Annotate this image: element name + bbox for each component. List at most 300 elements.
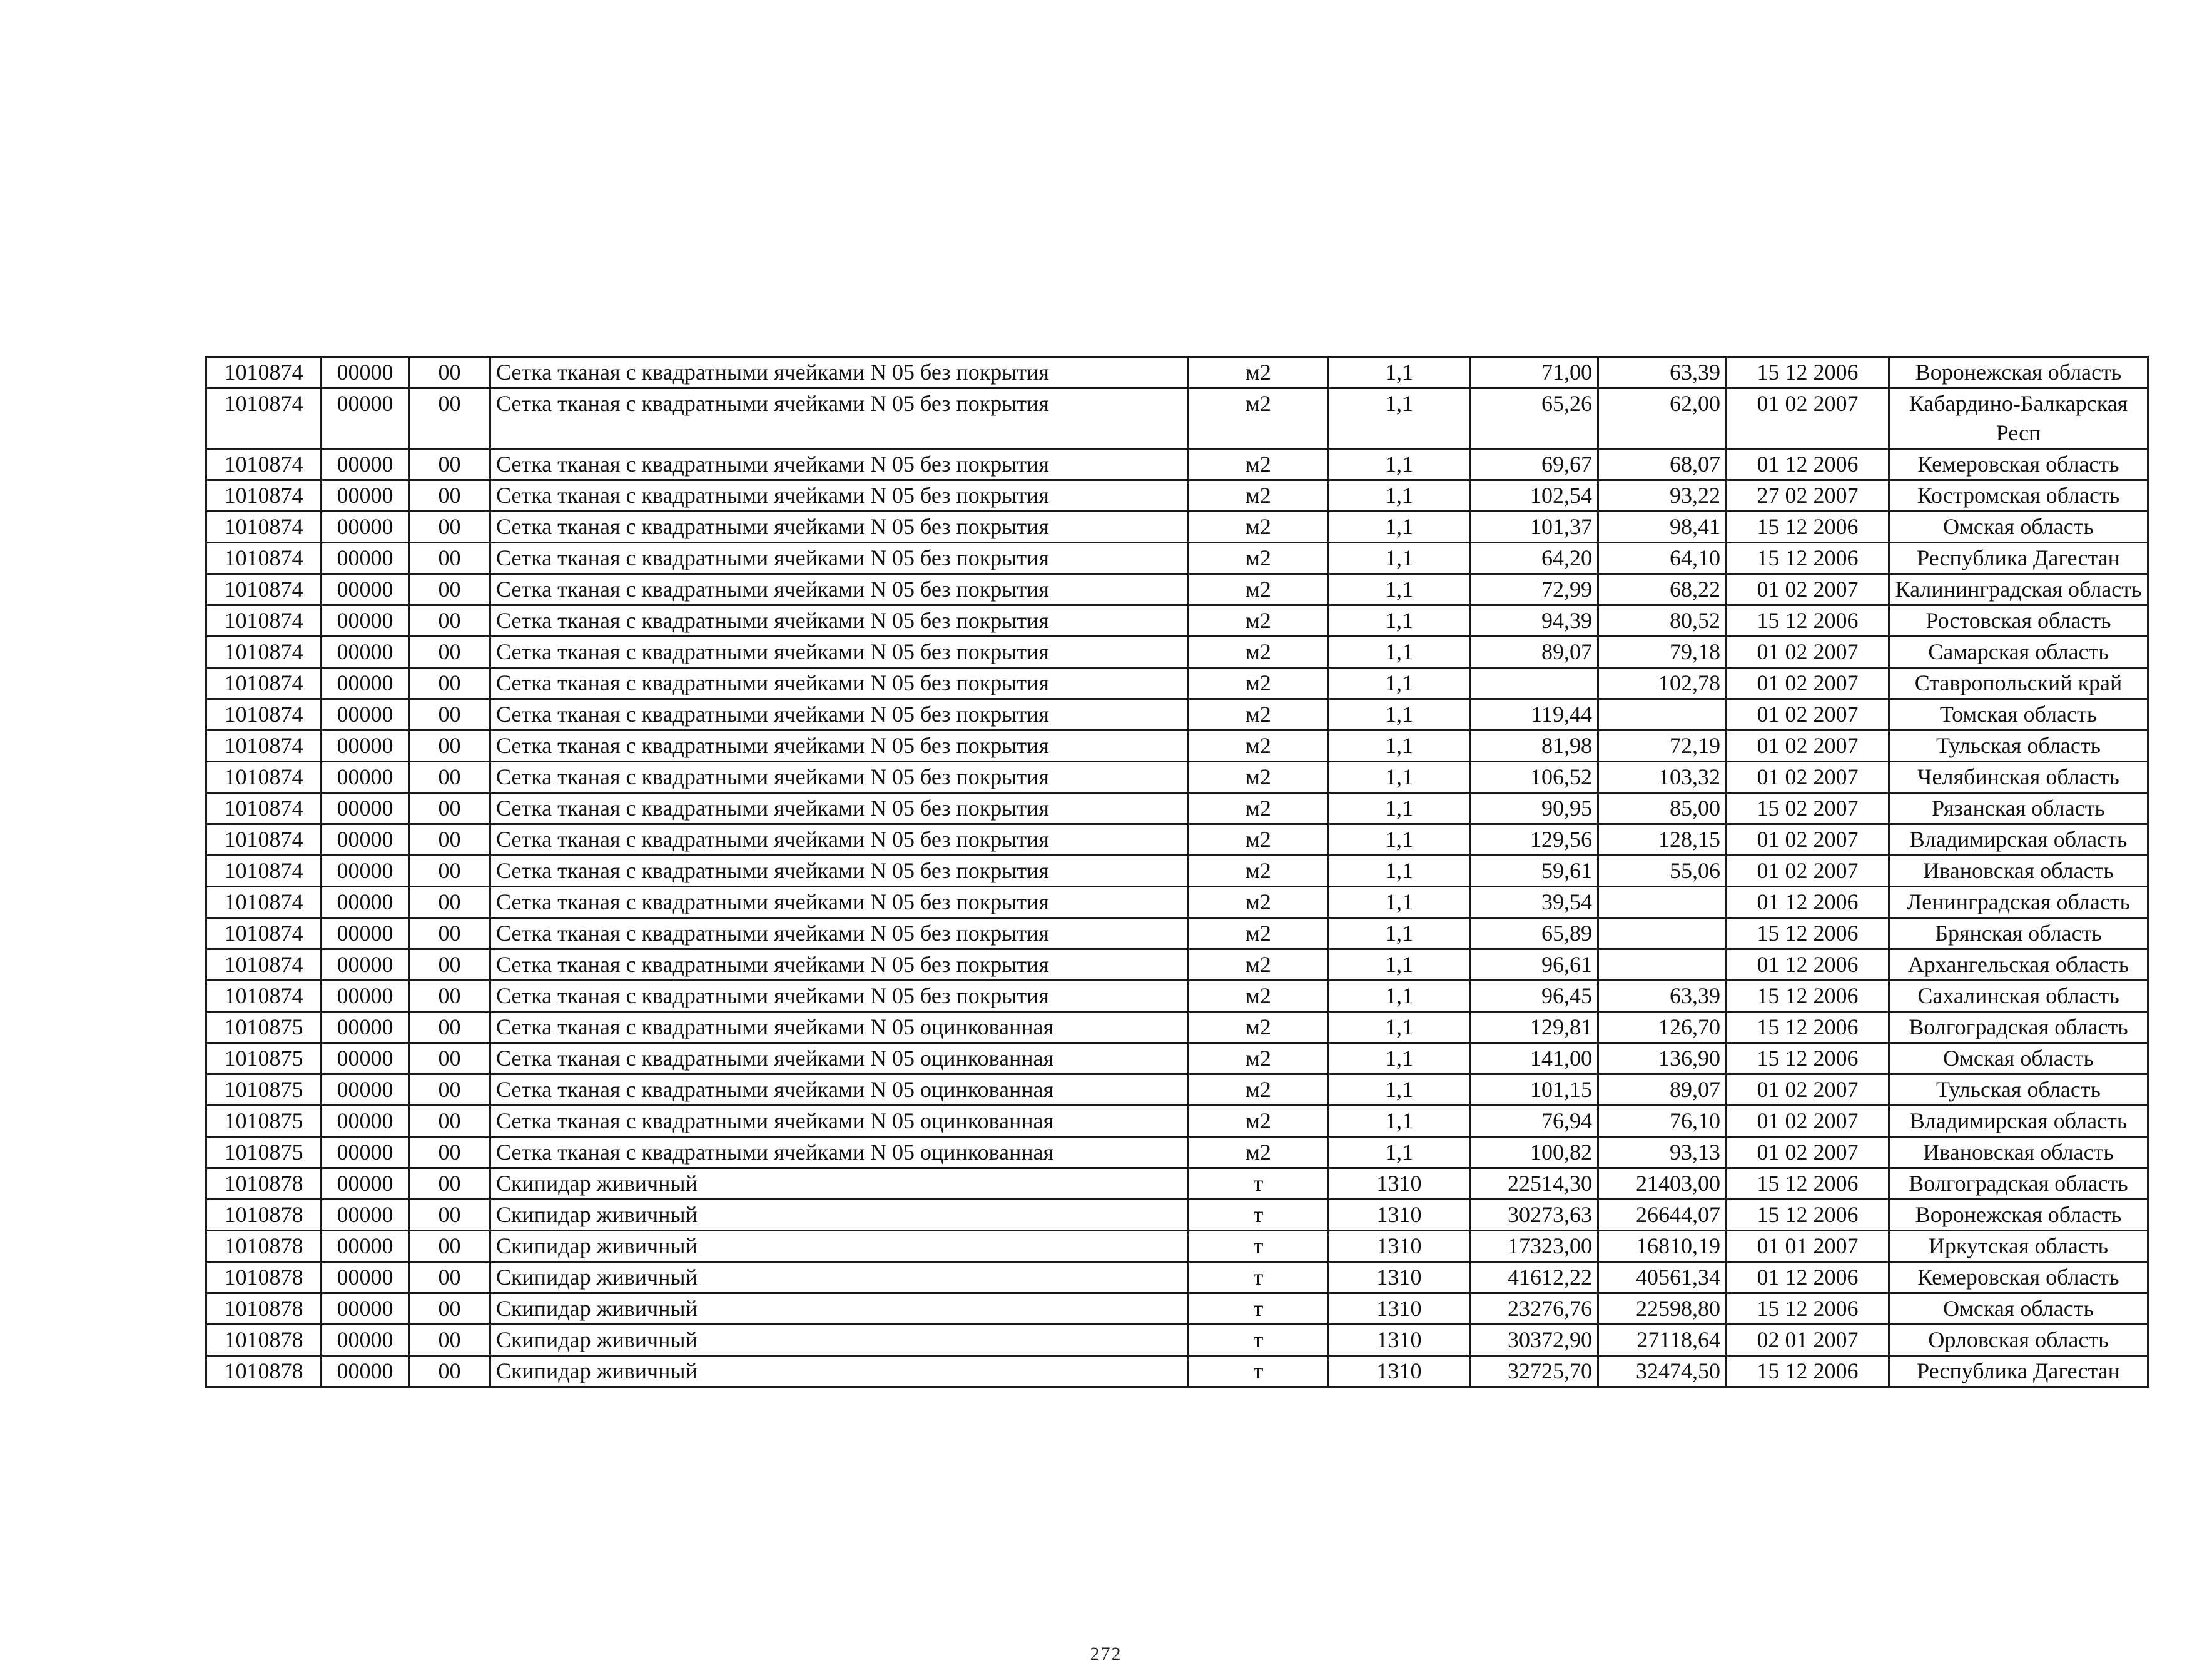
subcode-cell: 00000 (322, 1231, 409, 1262)
suffix-cell: 00 (409, 1012, 490, 1043)
coefficient-cell: 1,1 (1329, 668, 1470, 699)
region-cell: Владимирская область (1889, 824, 2148, 856)
subcode-cell: 00000 (322, 1137, 409, 1168)
price-alt-cell: 93,13 (1598, 1137, 1727, 1168)
coefficient-cell: 1,1 (1329, 357, 1470, 388)
code-cell: 1010874 (206, 637, 322, 668)
suffix-cell: 00 (409, 762, 490, 793)
region-cell: Волгоградская область (1889, 1168, 2148, 1200)
date-cell: 15 12 2006 (1727, 981, 1889, 1012)
date-cell: 01 02 2007 (1727, 574, 1889, 605)
code-cell: 1010874 (206, 449, 322, 480)
unit-cell: м2 (1189, 887, 1329, 918)
suffix-cell: 00 (409, 856, 490, 887)
date-cell: 01 02 2007 (1727, 668, 1889, 699)
unit-cell: м2 (1189, 1106, 1329, 1137)
coefficient-cell: 1,1 (1329, 1074, 1470, 1106)
subcode-cell: 00000 (322, 1325, 409, 1356)
table-row (206, 949, 2148, 981)
region-cell: Владимирская область (1889, 1106, 2148, 1137)
unit-cell: т (1189, 1231, 1329, 1262)
code-cell: 1010874 (206, 824, 322, 856)
price-alt-cell: 102,78 (1598, 668, 1727, 699)
region-cell: Воронежская область (1889, 1200, 2148, 1231)
code-cell: 1010874 (206, 856, 322, 887)
unit-cell: м2 (1189, 543, 1329, 574)
unit-cell: м2 (1189, 793, 1329, 824)
suffix-cell: 00 (409, 449, 490, 480)
coefficient-cell: 1,1 (1329, 699, 1470, 730)
date-cell: 01 12 2006 (1727, 1262, 1889, 1293)
price-cell: 65,26 (1470, 388, 1598, 449)
code-cell: 1010875 (206, 1043, 322, 1074)
price-cell: 69,67 (1470, 449, 1598, 480)
coefficient-cell: 1,1 (1329, 1137, 1470, 1168)
price-alt-cell: 27118,64 (1598, 1325, 1727, 1356)
coefficient-cell: 1,1 (1329, 949, 1470, 981)
unit-cell: м2 (1189, 762, 1329, 793)
date-cell: 02 01 2007 (1727, 1325, 1889, 1356)
date-cell: 01 02 2007 (1727, 388, 1889, 449)
price-cell: 76,94 (1470, 1106, 1598, 1137)
date-cell: 15 12 2006 (1727, 918, 1889, 949)
material-name-cell: Сетка тканая с квадратными ячейками N 05 без покрытия (490, 887, 1189, 918)
unit-cell: т (1189, 1293, 1329, 1325)
subcode-cell: 00000 (322, 449, 409, 480)
material-name-cell: Сетка тканая с квадратными ячейками N 05 без покрытия (490, 449, 1189, 480)
price-alt-cell (1598, 887, 1727, 918)
table-row (206, 637, 2148, 668)
material-name-cell: Сетка тканая с квадратными ячейками N 05 оцинкованная (490, 1043, 1189, 1074)
suffix-cell: 00 (409, 1043, 490, 1074)
region-cell: Омская область (1889, 1293, 2148, 1325)
table-row (206, 981, 2148, 1012)
subcode-cell: 00000 (322, 1262, 409, 1293)
suffix-cell: 00 (409, 1200, 490, 1231)
date-cell: 15 12 2006 (1727, 357, 1889, 388)
price-alt-cell: 76,10 (1598, 1106, 1727, 1137)
material-name-cell: Сетка тканая с квадратными ячейками N 05 оцинкованная (490, 1106, 1189, 1137)
unit-cell: м2 (1189, 856, 1329, 887)
table-row (206, 1168, 2148, 1200)
code-cell: 1010878 (206, 1293, 322, 1325)
unit-cell: т (1189, 1262, 1329, 1293)
suffix-cell: 00 (409, 1356, 490, 1387)
suffix-cell: 00 (409, 1262, 490, 1293)
coefficient-cell: 1,1 (1329, 512, 1470, 543)
price-cell: 96,45 (1470, 981, 1598, 1012)
table-row (206, 1200, 2148, 1231)
table-row (206, 1106, 2148, 1137)
subcode-cell: 00000 (322, 1074, 409, 1106)
suffix-cell: 00 (409, 1168, 490, 1200)
price-alt-cell: 68,22 (1598, 574, 1727, 605)
table-row (206, 449, 2148, 480)
suffix-cell: 00 (409, 1137, 490, 1168)
code-cell: 1010878 (206, 1231, 322, 1262)
table-row (206, 730, 2148, 762)
price-cell: 64,20 (1470, 543, 1598, 574)
date-cell: 01 02 2007 (1727, 699, 1889, 730)
date-cell: 01 01 2007 (1727, 1231, 1889, 1262)
price-cell: 119,44 (1470, 699, 1598, 730)
coefficient-cell: 1,1 (1329, 1012, 1470, 1043)
price-cell: 17323,00 (1470, 1231, 1598, 1262)
price-cell: 129,56 (1470, 824, 1598, 856)
suffix-cell: 00 (409, 668, 490, 699)
material-name-cell: Сетка тканая с квадратными ячейками N 05 без покрытия (490, 574, 1189, 605)
subcode-cell: 00000 (322, 762, 409, 793)
suffix-cell: 00 (409, 887, 490, 918)
suffix-cell: 00 (409, 1074, 490, 1106)
price-alt-cell: 98,41 (1598, 512, 1727, 543)
unit-cell: м2 (1189, 357, 1329, 388)
price-cell: 32725,70 (1470, 1356, 1598, 1387)
region-cell: Челябинская область (1889, 762, 2148, 793)
region-cell: Иркутская область (1889, 1231, 2148, 1262)
price-cell: 90,95 (1470, 793, 1598, 824)
region-cell: Республика Дагестан (1889, 1356, 2148, 1387)
code-cell: 1010874 (206, 730, 322, 762)
coefficient-cell: 1,1 (1329, 918, 1470, 949)
region-cell: Самарская область (1889, 637, 2148, 668)
material-name-cell: Сетка тканая с квадратными ячейками N 05 без покрытия (490, 793, 1189, 824)
region-cell: Ивановская область (1889, 1137, 2148, 1168)
date-cell: 01 02 2007 (1727, 730, 1889, 762)
table-row (206, 1293, 2148, 1325)
unit-cell: м2 (1189, 918, 1329, 949)
price-alt-cell: 21403,00 (1598, 1168, 1727, 1200)
code-cell: 1010878 (206, 1200, 322, 1231)
material-name-cell: Скипидар живичный (490, 1231, 1189, 1262)
material-name-cell: Скипидар живичный (490, 1168, 1189, 1200)
suffix-cell: 00 (409, 605, 490, 637)
region-cell: Кемеровская область (1889, 449, 2148, 480)
suffix-cell: 00 (409, 793, 490, 824)
coefficient-cell: 1,1 (1329, 1043, 1470, 1074)
suffix-cell: 00 (409, 1293, 490, 1325)
region-cell: Кабардино-Балкарская Респ (1889, 388, 2148, 449)
suffix-cell: 00 (409, 699, 490, 730)
region-cell: Омская область (1889, 512, 2148, 543)
suffix-cell: 00 (409, 949, 490, 981)
region-cell: Омская область (1889, 1043, 2148, 1074)
price-alt-cell: 64,10 (1598, 543, 1727, 574)
suffix-cell: 00 (409, 918, 490, 949)
suffix-cell: 00 (409, 574, 490, 605)
code-cell: 1010874 (206, 543, 322, 574)
price-alt-cell: 62,00 (1598, 388, 1727, 449)
subcode-cell: 00000 (322, 543, 409, 574)
region-cell: Республика Дагестан (1889, 543, 2148, 574)
date-cell: 01 02 2007 (1727, 762, 1889, 793)
price-cell: 39,54 (1470, 887, 1598, 918)
code-cell: 1010878 (206, 1325, 322, 1356)
coefficient-cell: 1,1 (1329, 981, 1470, 1012)
suffix-cell: 00 (409, 357, 490, 388)
unit-cell: м2 (1189, 1074, 1329, 1106)
price-alt-cell: 85,00 (1598, 793, 1727, 824)
code-cell: 1010874 (206, 668, 322, 699)
subcode-cell: 00000 (322, 1200, 409, 1231)
date-cell: 01 12 2006 (1727, 449, 1889, 480)
price-cell: 94,39 (1470, 605, 1598, 637)
unit-cell: м2 (1189, 388, 1329, 449)
table-row (206, 1325, 2148, 1356)
date-cell: 15 12 2006 (1727, 1293, 1889, 1325)
table-row (206, 543, 2148, 574)
price-cell: 141,00 (1470, 1043, 1598, 1074)
subcode-cell: 00000 (322, 574, 409, 605)
material-name-cell: Сетка тканая с квадратными ячейками N 05 без покрытия (490, 730, 1189, 762)
price-alt-cell: 80,52 (1598, 605, 1727, 637)
price-alt-cell: 16810,19 (1598, 1231, 1727, 1262)
price-alt-cell (1598, 699, 1727, 730)
price-cell: 102,54 (1470, 480, 1598, 512)
code-cell: 1010874 (206, 574, 322, 605)
date-cell: 01 02 2007 (1727, 1106, 1889, 1137)
material-name-cell: Сетка тканая с квадратными ячейками N 05 без покрытия (490, 668, 1189, 699)
material-name-cell: Сетка тканая с квадратными ячейками N 05 без покрытия (490, 543, 1189, 574)
coefficient-cell: 1,1 (1329, 574, 1470, 605)
price-cell: 72,99 (1470, 574, 1598, 605)
unit-cell: т (1189, 1356, 1329, 1387)
region-cell: Рязанская область (1889, 793, 2148, 824)
material-name-cell: Сетка тканая с квадратными ячейками N 05 без покрытия (490, 762, 1189, 793)
coefficient-cell: 1,1 (1329, 388, 1470, 449)
table-row (206, 762, 2148, 793)
subcode-cell: 00000 (322, 512, 409, 543)
region-cell: Орловская область (1889, 1325, 2148, 1356)
region-cell: Кемеровская область (1889, 1262, 2148, 1293)
material-name-cell: Скипидар живичный (490, 1356, 1189, 1387)
price-cell: 30273,63 (1470, 1200, 1598, 1231)
subcode-cell: 00000 (322, 730, 409, 762)
price-alt-cell: 68,07 (1598, 449, 1727, 480)
code-cell: 1010875 (206, 1074, 322, 1106)
price-cell: 59,61 (1470, 856, 1598, 887)
date-cell: 01 02 2007 (1727, 637, 1889, 668)
coefficient-cell: 1,1 (1329, 793, 1470, 824)
coefficient-cell: 1,1 (1329, 1106, 1470, 1137)
price-cell: 96,61 (1470, 949, 1598, 981)
material-name-cell: Сетка тканая с квадратными ячейками N 05 без покрытия (490, 949, 1189, 981)
price-alt-cell: 126,70 (1598, 1012, 1727, 1043)
unit-cell: м2 (1189, 574, 1329, 605)
material-name-cell: Сетка тканая с квадратными ячейками N 05 без покрытия (490, 637, 1189, 668)
subcode-cell: 00000 (322, 480, 409, 512)
code-cell: 1010878 (206, 1168, 322, 1200)
subcode-cell: 00000 (322, 668, 409, 699)
suffix-cell: 00 (409, 637, 490, 668)
subcode-cell: 00000 (322, 856, 409, 887)
code-cell: 1010874 (206, 605, 322, 637)
table-row (206, 605, 2148, 637)
suffix-cell: 00 (409, 730, 490, 762)
coefficient-cell: 1,1 (1329, 856, 1470, 887)
material-name-cell: Сетка тканая с квадратными ячейками N 05 без покрытия (490, 824, 1189, 856)
coefficient-cell: 1,1 (1329, 824, 1470, 856)
unit-cell: м2 (1189, 512, 1329, 543)
material-name-cell: Скипидар живичный (490, 1200, 1189, 1231)
table-row (206, 1137, 2148, 1168)
price-cell: 71,00 (1470, 357, 1598, 388)
suffix-cell: 00 (409, 1231, 490, 1262)
date-cell: 15 12 2006 (1727, 543, 1889, 574)
date-cell: 15 02 2007 (1727, 793, 1889, 824)
table-row (206, 824, 2148, 856)
suffix-cell: 00 (409, 981, 490, 1012)
table-row (206, 668, 2148, 699)
table-row (206, 699, 2148, 730)
table-row (206, 918, 2148, 949)
subcode-cell: 00000 (322, 887, 409, 918)
table-row (206, 1356, 2148, 1387)
material-name-cell: Сетка тканая с квадратными ячейками N 05 оцинкованная (490, 1074, 1189, 1106)
region-cell: Сахалинская область (1889, 981, 2148, 1012)
coefficient-cell: 1,1 (1329, 730, 1470, 762)
code-cell: 1010875 (206, 1106, 322, 1137)
code-cell: 1010874 (206, 699, 322, 730)
table-row (206, 357, 2148, 388)
date-cell: 15 12 2006 (1727, 512, 1889, 543)
price-alt-cell: 26644,07 (1598, 1200, 1727, 1231)
price-alt-cell (1598, 918, 1727, 949)
region-cell: Архангельская область (1889, 949, 2148, 981)
code-cell: 1010874 (206, 357, 322, 388)
material-name-cell: Скипидар живичный (490, 1325, 1189, 1356)
price-alt-cell: 103,32 (1598, 762, 1727, 793)
code-cell: 1010874 (206, 388, 322, 449)
price-cell: 41612,22 (1470, 1262, 1598, 1293)
subcode-cell: 00000 (322, 1356, 409, 1387)
region-cell: Брянская область (1889, 918, 2148, 949)
unit-cell: м2 (1189, 699, 1329, 730)
material-name-cell: Сетка тканая с квадратными ячейками N 05 без покрытия (490, 856, 1189, 887)
unit-cell: м2 (1189, 824, 1329, 856)
table-row (206, 512, 2148, 543)
region-cell: Тульская область (1889, 1074, 2148, 1106)
subcode-cell: 00000 (322, 793, 409, 824)
code-cell: 1010875 (206, 1012, 322, 1043)
suffix-cell: 00 (409, 388, 490, 449)
price-cell: 65,89 (1470, 918, 1598, 949)
code-cell: 1010874 (206, 918, 322, 949)
table-row (206, 1262, 2148, 1293)
price-cell (1470, 668, 1598, 699)
price-cell: 101,37 (1470, 512, 1598, 543)
date-cell: 01 12 2006 (1727, 949, 1889, 981)
subcode-cell: 00000 (322, 388, 409, 449)
region-cell: Томская область (1889, 699, 2148, 730)
unit-cell: м2 (1189, 1043, 1329, 1074)
material-name-cell: Сетка тканая с квадратными ячейками N 05 без покрытия (490, 357, 1189, 388)
date-cell: 15 12 2006 (1727, 1200, 1889, 1231)
table-body (206, 357, 2148, 1387)
table-row (206, 887, 2148, 918)
subcode-cell: 00000 (322, 1168, 409, 1200)
code-cell: 1010874 (206, 762, 322, 793)
region-cell: Калининградская область (1889, 574, 2148, 605)
material-name-cell: Скипидар живичный (490, 1262, 1189, 1293)
page-number: 272 (1090, 1644, 1122, 1664)
price-alt-cell (1598, 949, 1727, 981)
unit-cell: м2 (1189, 637, 1329, 668)
region-cell: Ставропольский край (1889, 668, 2148, 699)
table-row (206, 1043, 2148, 1074)
unit-cell: м2 (1189, 730, 1329, 762)
subcode-cell: 00000 (322, 605, 409, 637)
suffix-cell: 00 (409, 512, 490, 543)
price-alt-cell: 63,39 (1598, 357, 1727, 388)
suffix-cell: 00 (409, 1325, 490, 1356)
subcode-cell: 00000 (322, 949, 409, 981)
price-cell: 101,15 (1470, 1074, 1598, 1106)
date-cell: 01 02 2007 (1727, 824, 1889, 856)
material-name-cell: Сетка тканая с квадратными ячейками N 05 без покрытия (490, 480, 1189, 512)
code-cell: 1010878 (206, 1356, 322, 1387)
coefficient-cell: 1,1 (1329, 449, 1470, 480)
unit-cell: м2 (1189, 480, 1329, 512)
unit-cell: м2 (1189, 605, 1329, 637)
region-cell: Тульская область (1889, 730, 2148, 762)
price-cell: 100,82 (1470, 1137, 1598, 1168)
subcode-cell: 00000 (322, 699, 409, 730)
region-cell: Ивановская область (1889, 856, 2148, 887)
price-alt-cell: 22598,80 (1598, 1293, 1727, 1325)
price-cell: 22514,30 (1470, 1168, 1598, 1200)
table-row (206, 856, 2148, 887)
price-cell: 106,52 (1470, 762, 1598, 793)
suffix-cell: 00 (409, 543, 490, 574)
date-cell: 15 12 2006 (1727, 1356, 1889, 1387)
unit-cell: м2 (1189, 449, 1329, 480)
region-cell: Волгоградская область (1889, 1012, 2148, 1043)
table-row (206, 793, 2148, 824)
table-row (206, 1074, 2148, 1106)
material-name-cell: Сетка тканая с квадратными ячейками N 05 без покрытия (490, 512, 1189, 543)
region-cell: Ленинградская область (1889, 887, 2148, 918)
coefficient-cell: 1310 (1329, 1231, 1470, 1262)
date-cell: 15 12 2006 (1727, 1043, 1889, 1074)
coefficient-cell: 1310 (1329, 1262, 1470, 1293)
price-cell: 129,81 (1470, 1012, 1598, 1043)
code-cell: 1010874 (206, 887, 322, 918)
price-alt-cell: 79,18 (1598, 637, 1727, 668)
region-cell: Воронежская область (1889, 357, 2148, 388)
unit-cell: м2 (1189, 1137, 1329, 1168)
code-cell: 1010878 (206, 1262, 322, 1293)
price-table (205, 356, 2149, 1388)
price-alt-cell: 55,06 (1598, 856, 1727, 887)
material-name-cell: Сетка тканая с квадратными ячейками N 05 оцинкованная (490, 1137, 1189, 1168)
suffix-cell: 00 (409, 824, 490, 856)
coefficient-cell: 1310 (1329, 1200, 1470, 1231)
price-alt-cell: 89,07 (1598, 1074, 1727, 1106)
price-cell: 23276,76 (1470, 1293, 1598, 1325)
price-cell: 89,07 (1470, 637, 1598, 668)
date-cell: 15 12 2006 (1727, 1012, 1889, 1043)
code-cell: 1010874 (206, 512, 322, 543)
material-name-cell: Сетка тканая с квадратными ячейками N 05 без покрытия (490, 918, 1189, 949)
material-name-cell: Сетка тканая с квадратными ячейками N 05 без покрытия (490, 388, 1189, 449)
coefficient-cell: 1,1 (1329, 605, 1470, 637)
date-cell: 01 02 2007 (1727, 1137, 1889, 1168)
unit-cell: т (1189, 1325, 1329, 1356)
subcode-cell: 00000 (322, 1012, 409, 1043)
date-cell: 15 12 2006 (1727, 1168, 1889, 1200)
date-cell: 01 02 2007 (1727, 856, 1889, 887)
